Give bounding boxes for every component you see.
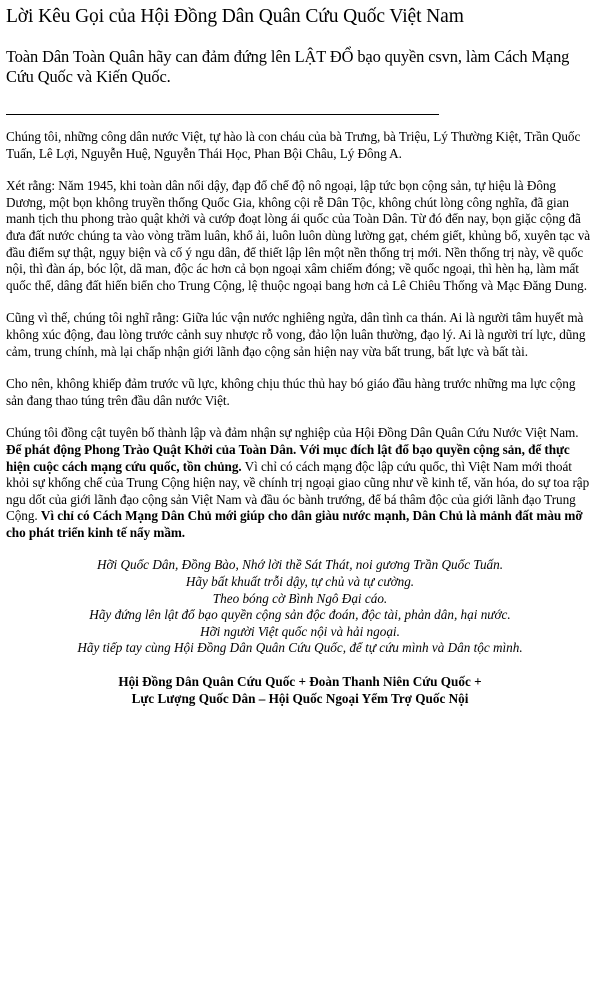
signature-line-1: Hội Đồng Dân Quân Cứu Quốc + Đoàn Thanh Niên Cứu Quốc + — [118, 674, 482, 690]
declaration-text-1: Chúng tôi đồng cật tuyên bố thành lập và đảm nhận sự nghiệp của Hội Đồng Dân Quân Cứu Nước Việt Nam. — [6, 425, 579, 441]
signature-block — [6, 673, 594, 707]
slogan-line: Hãy bất khuất trỗi dậy, tự chủ và tự cường. — [185, 574, 415, 590]
spacer — [6, 409, 594, 425]
spacer — [6, 294, 594, 310]
slogan-line: Hỡi Quốc Dân, Đồng Bào, Nhớ lời thề Sát Thát, noi gương Trần Quốc Tuấn. — [96, 557, 504, 573]
paragraph-intro: Chúng tôi, những công dân nước Việt, tự hào là con cháu của bà Trưng, bà Triệu, Lý Thường Kiệt, Trần Quốc Tuấn, Lê Lợi, Nguyễn Huệ, Nguyễn Thái Học, Phan Bội Châu, Lý Đông A. — [6, 129, 581, 161]
declaration-emphasis-1: Để phát động Phong Trào Quật Khởi của Toàn Dân. Với mục đích lật đổ bạo quyền cộng sản, để thực hiện cuộc cách mạng cứu quốc, tồn chủng. — [6, 441, 570, 474]
paragraph-declaration — [6, 425, 594, 541]
declaration-emphasis-2: Vì chỉ có Cách Mạng Dân Chủ mới giúp cho dân giàu nước mạnh, Dân Chủ là mảnh đất màu mỡ cho phát triển kinh tế nẩy mầm. — [6, 508, 583, 540]
spacer — [6, 162, 594, 178]
declaration-text-2: Vì chỉ có cách mạng độc lập cứu quốc, thì Việt Nam mới thoát khỏi sự khống chế của Trung Cộng hiện nay, về chính trị ngoại giao cũng như về kinh tế, văn hóa, do sự toa rập ngu dốt của giới lãnh đạo cộng sản Việt Nam và đầu óc bành trướng, để bá thâm độc của giới lãnh đạo Trung Cộng. — [6, 458, 590, 524]
paragraph-reasoning: Cũng vì thế, chúng tôi nghĩ rằng: Giữa lúc vận nước nghiêng ngửa, dân tình ca thán. Ai là người tâm huyết mà không xúc động, đau lòng trước cảnh suy nhược rỗ vong, đảo lộn luân thường, đạo lý. Ai là người trí lực, dũng cảm, trung chính, mà lại chấp nhận giới lãnh đạo cộng sản hiện nay vừa bất trung, bất lực và bất tài. — [6, 310, 586, 359]
slogan-line: Theo bóng cờ Bình Ngô Đại cáo. — [212, 590, 388, 606]
slogan-line: Hỡi người Việt quốc nội và hải ngoại. — [200, 623, 400, 639]
paragraph-resolve: Cho nên, không khiếp đảm trước vũ lực, không chịu thúc thủ hay bó giáo đầu hàng trước những ma lực cộng sản đang thao túng trên đầu dân nước Việt. — [6, 376, 576, 408]
spacer — [6, 360, 594, 376]
spacer — [6, 115, 594, 129]
slogan-block — [6, 557, 594, 657]
slogan-line: Hãy tiếp tay cùng Hội Đồng Dân Quân Cứu Quốc, để tự cứu mình và Dân tộc mình. — [77, 640, 523, 656]
paragraph-considering: Xét rằng: Năm 1945, khi toàn dân nổi dậy, đạp đổ chế độ nô ngoại, lập tức bọn cộng sản, tự hiệu là Đông Dương, một bọn không truyền thống Quốc Gia, không cội rễ Dân Tộc, không chút lòng công nghĩa, đã gian manh tịch thu phong trào quật khởi và cướp đoạt lòng ái quốc của Toàn Dân. Từ đó đến nay, bọn giặc cộng đã đưa đất nước chúng ta vào vòng trầm luân, khổ ải, luôn luôn dùng lường gạt, chém giết, khủng bố, xuyên tạc và đầu điểm sự thật, ngụy biện và cố ý ngu dân, để thiết lập lên một nền thống trị mới. Nền thống trị này, về quốc nội, thì đàn áp, bóc lột, dã man, độc ác hơn cả bọn ngoại xâm chiếm đóng; về quốc ngoại, thì hèn hạ, làm mất quốc thể, dâng đất hiến biển cho Trung Cộng, lệ thuộc ngoại bang hơn cả Lê Chiêu Thống và Mạc Đăng Dung. — [6, 178, 591, 293]
page-subtitle: Toàn Dân Toàn Quân hãy can đảm đứng lên LẬT ĐỔ bạo quyền csvn, làm Cách Mạng Cứu Quốc và Kiến Quốc. — [6, 47, 570, 86]
signature-line-2: Lực Lượng Quốc Dân – Hội Quốc Ngoại Yểm Trợ Quốc Nội — [131, 691, 469, 707]
slogan-line: Hãy đứng lên lật đổ bạo quyền cộng sản độc đoán, độc tài, phản dân, hại nước. — [89, 607, 511, 623]
page-title: Lời Kêu Gọi của Hội Đồng Dân Quân Cứu Quốc Việt Nam — [6, 6, 464, 27]
